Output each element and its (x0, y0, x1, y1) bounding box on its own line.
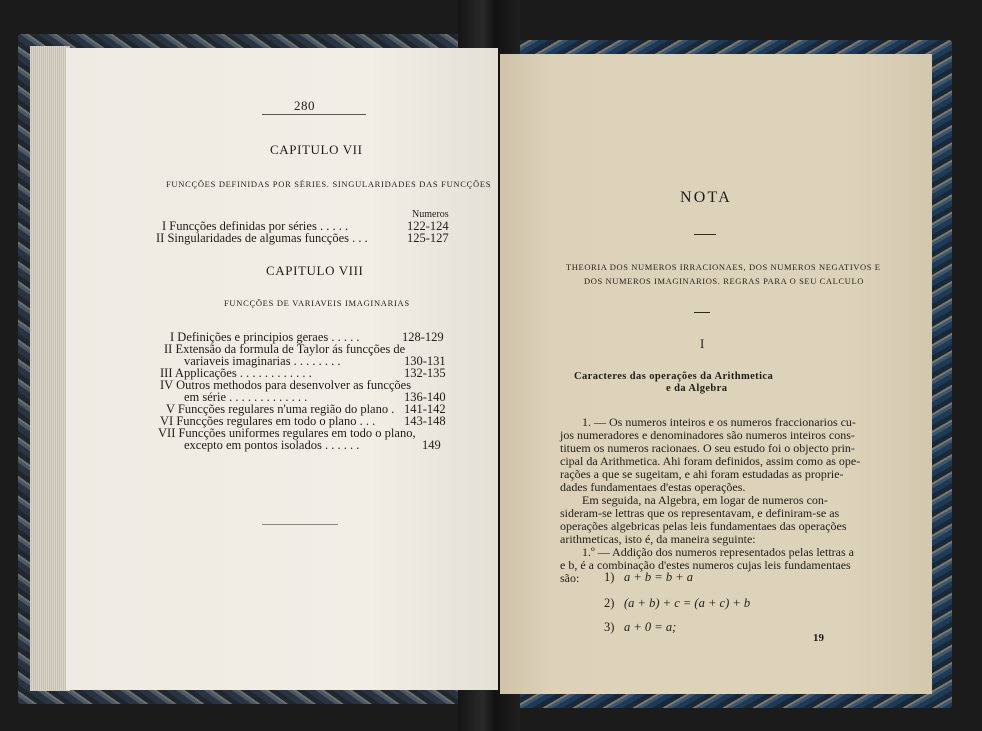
toc-entry-number: 128-129 (402, 330, 444, 344)
page-edges (30, 46, 70, 691)
toc-entry-number: 143-148 (404, 414, 446, 428)
body-line: cipal da Arithmetica. Ahi foram definidos, assim como as ope- (560, 454, 861, 468)
formula-label: 1) (604, 570, 615, 584)
section-title-line-2: e da Algebra (666, 383, 728, 394)
theory-line-2: DOS NUMEROS IMAGINARIOS. REGRAS PARA O SEU CALCULO (584, 276, 864, 286)
page-number: 280 (294, 98, 315, 113)
toc-entry-number: 122-124 (407, 219, 449, 233)
formula-label: 2) (604, 596, 615, 610)
toc-entry: excepto em pontos isolados . . . . . . (184, 438, 360, 452)
toc-entry: V Funcções regulares n'uma região do plano . (166, 402, 395, 416)
body-line: jos numeradores e denominadores são numeros inteiros cons- (560, 428, 855, 442)
section-numeral: I (700, 336, 705, 351)
end-rule (262, 524, 338, 525)
body-line: arithmeticas, isto é, da maneira seguinte: (560, 532, 756, 546)
formula: a + 0 = a; (624, 620, 677, 634)
body-line: operações algebricas pelas leis fundamentaes das operações (560, 519, 847, 533)
formula-label: 3) (604, 620, 615, 634)
body-line: sideram-se lettras que os representavam, e definiram-se as (560, 506, 840, 520)
body-line: e b, é a combinação d'estes numeros cujas leis fundamentaes (560, 558, 851, 572)
section-rule (694, 312, 710, 313)
left-page (66, 48, 498, 690)
theory-line-1: THEORIA DOS NUMEROS IRRACIONAES, DOS NUMEROS NEGATIVOS E (566, 262, 881, 272)
toc-entry: IV Outros methodos para desenvolver as funcções (160, 378, 412, 392)
chapter-7-title: CAPITULO VII (270, 142, 363, 157)
toc-entry: em série . . . . . . . . . . . . . (184, 390, 308, 404)
nota-rule (694, 234, 716, 235)
toc-entry-number: 136-140 (404, 390, 446, 404)
right-page (500, 54, 932, 694)
toc-entry-number: 141-142 (404, 402, 446, 416)
chapter-8-title: CAPITULO VIII (266, 263, 364, 278)
body-line: Em seguida, na Algebra, em logar de numeros con- (582, 493, 828, 507)
toc-entry: variaveis imaginarias . . . . . . . . (184, 354, 341, 368)
toc-entry-number: 125-127 (407, 231, 449, 245)
section-title-line-1: Caracteres das operações da Arithmetica (574, 371, 774, 382)
toc-entry: I Funcções definidas por séries . . . . . (162, 219, 349, 233)
signature-mark: 19 (813, 632, 824, 644)
toc-entry: III Applicações . . . . . . . . . . . . (160, 366, 312, 380)
body-line: 1. — Os numeros inteiros e os numeros fraccionarios cu- (582, 415, 856, 429)
body-line: são: (560, 571, 580, 585)
toc-entry: II Extensão da formula de Taylor ás funcções de (164, 342, 406, 356)
toc-entry: VI Funcções regulares em todo o plano . . . (160, 414, 376, 428)
numbers-column-header: Numeros (412, 209, 449, 220)
chapter-7-subtitle: FUNCÇÕES DEFINIDAS POR SÉRIES. SINGULARIDADES DAS FUNCÇÕES (166, 179, 492, 189)
chapter-8-subtitle: FUNCÇÕES DE VARIAVEIS IMAGINARIAS (224, 298, 410, 308)
body-line: tituem os numeros racionaes. O seu estudo foi o objecto prin- (560, 441, 855, 455)
body-line: rações a que se sugeitam, e ahi foram estudadas as proprie- (560, 467, 844, 481)
toc-entry: II Singularidades de algumas funcções . . . (156, 231, 368, 245)
toc-entry: I Definições e principios geraes . . . . . (170, 330, 360, 344)
nota-heading: NOTA (680, 189, 732, 206)
toc-entry: VII Funcções uniformes regulares em todo o plano, (158, 426, 416, 440)
formula: a + b = b + a (624, 570, 694, 584)
toc-entry-number: 149 (422, 438, 441, 452)
toc-entry-number: 130-131 (404, 354, 446, 368)
header-rule (262, 114, 366, 115)
formula: (a + b) + c = (a + c) + b (624, 596, 751, 610)
body-line: 1.º — Addição dos numeros representados pelas lettras a (582, 545, 854, 559)
toc-entry-number: 132-135 (404, 366, 446, 380)
body-line: dades fundamentaes d'estas operações. (560, 480, 746, 494)
